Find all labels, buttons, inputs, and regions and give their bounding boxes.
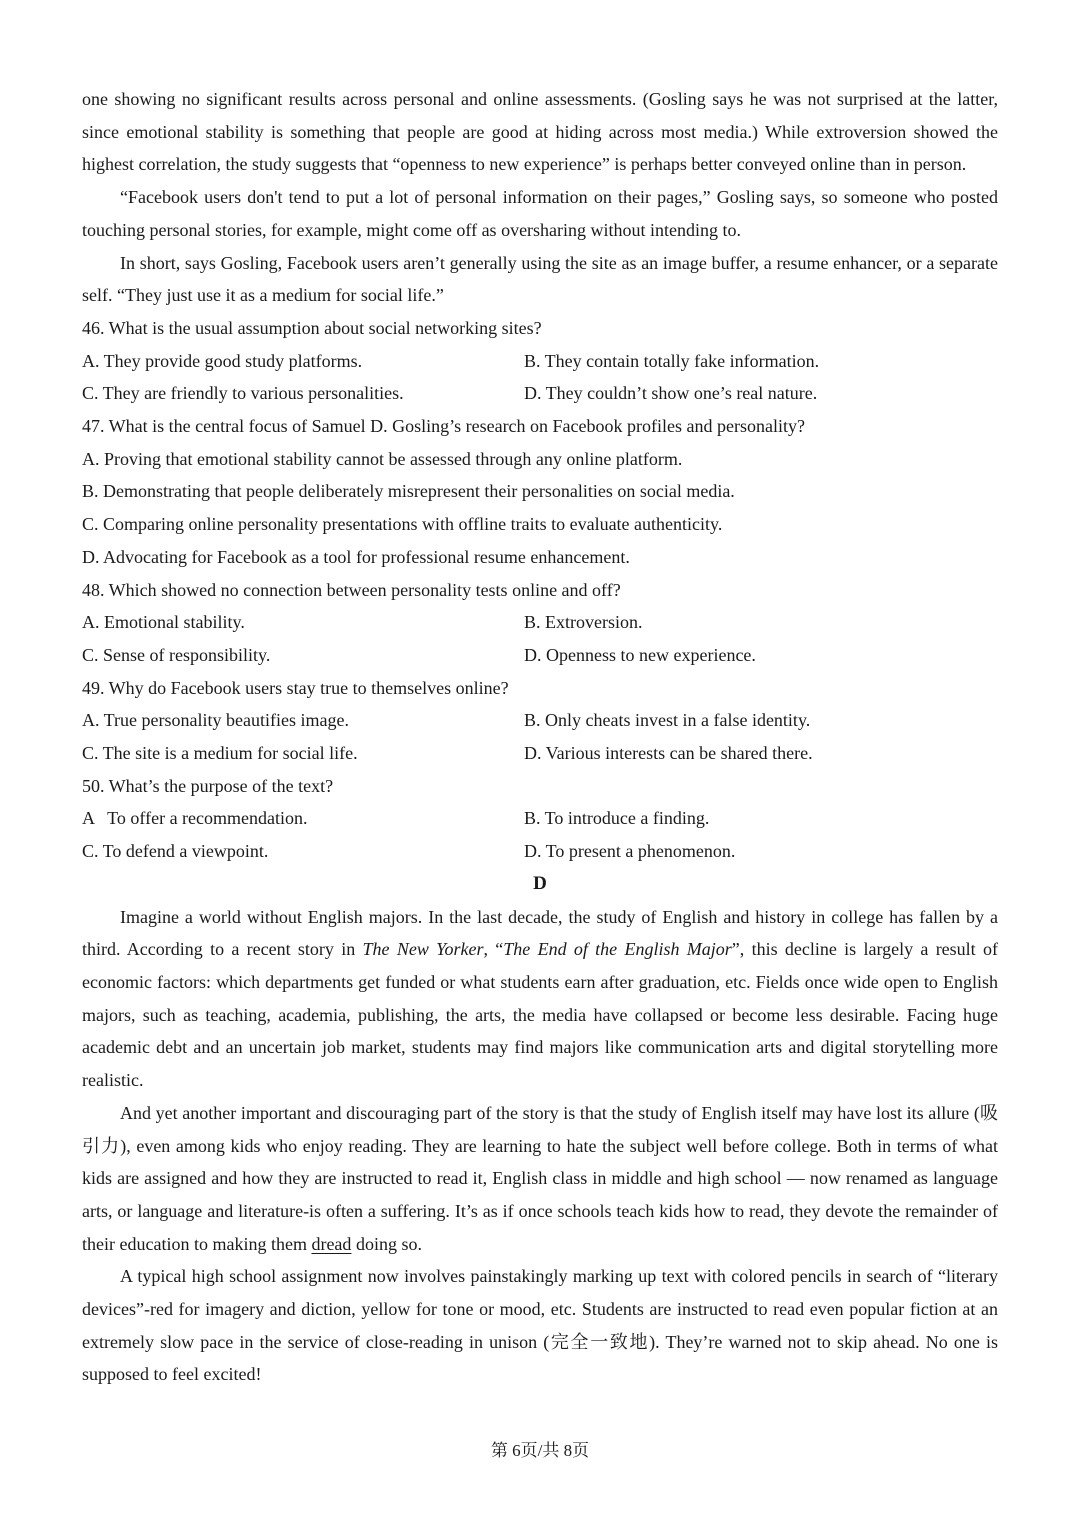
question-49-option-b: B. Only cheats invest in a false identity. — [524, 710, 811, 731]
question-46-options-row-1 — [82, 345, 998, 378]
question-47-option-d: D. Advocating for Facebook as a tool for professional resume enhancement. — [82, 546, 630, 567]
question-48-option-c: C. Sense of responsibility. — [82, 644, 271, 665]
passage-d-p2-text-before: And yet another important and discouraging part of the story is that the study of English itself may have lost its allure (吸引力), even among kids who enjoy reading. They are learning to hate the subject well before college. Both in terms of what kids are assigned and how they are instructed to read it, English class in middle and high school — now renamed as language arts, or language and literature-is often a suffering. It’s as if once schools teach kids how to read, they devote the remainder of their education to making them — [82, 1102, 998, 1254]
passage-d-paragraph-1 — [82, 901, 998, 1097]
magazine-title: The New Yorker — [362, 939, 484, 960]
passage-c-paragraph-3: In short, says Gosling, Facebook users aren’t generally using the site as an image buffer, a resume enhancer, or a separate self. “They just use it as a medium for social life.” — [82, 252, 998, 306]
question-50-option-a: A To offer a recommendation. — [82, 808, 308, 829]
question-50-option-b: B. To introduce a finding. — [524, 808, 710, 829]
question-48-options-row-1 — [82, 606, 998, 639]
question-50-stem: 50. What’s the purpose of the text? — [82, 775, 334, 796]
passage-d-p2-text-after: doing so. — [351, 1233, 422, 1254]
passage-c-paragraph-2: “Facebook users don't tend to put a lot of personal information on their pages,” Gosling says, so someone who posted touching personal stories, for example, might come off as oversharing without intending to. — [82, 187, 998, 240]
question-49-options-row-1 — [82, 704, 998, 737]
question-48-option-a: A. Emotional stability. — [82, 612, 245, 633]
question-50-option-d: D. To present a phenomenon. — [524, 841, 736, 862]
question-48-options-row-2 — [82, 639, 998, 672]
question-49-option-d: D. Various interests can be shared there. — [524, 743, 813, 764]
question-49-option-a: A. True personality beautifies image. — [82, 710, 349, 731]
question-46-option-b: B. They contain totally fake information. — [524, 350, 820, 371]
passage-d-p1-text-after: ”, this decline is largely a result of economic factors: which departments get funded or what students earn after graduation, etc. Fields once wide open to English majors, such as teaching, academia, publishing, the arts, the media have collapsed or become less desirable. Facing huge academic debt and an uncertain job market, students may find majors like communication arts and digital storytelling more realistic. — [82, 939, 998, 1091]
question-46-option-c: C. They are friendly to various personalities. — [82, 383, 404, 404]
page-number-footer: 第 6页/共 8页 — [490, 1441, 590, 1460]
passage-d-p1-comma: , “ — [483, 939, 504, 960]
question-47-option-a: A. Proving that emotional stability cannot be assessed through any online platform. — [82, 448, 683, 469]
underlined-word-dread: dread — [311, 1233, 352, 1254]
question-50-option-c: C. To defend a viewpoint. — [82, 841, 269, 862]
story-title: The End of the English Major — [503, 939, 732, 960]
question-48-option-d: D. Openness to new experience. — [524, 644, 756, 665]
exam-page — [82, 83, 998, 1391]
question-50-options-row-2 — [82, 835, 998, 868]
question-46-stem: 46. What is the usual assumption about social networking sites? — [82, 317, 542, 338]
question-49-option-c: C. The site is a medium for social life. — [82, 743, 358, 764]
question-46-option-a: A. They provide good study platforms. — [82, 350, 363, 371]
passage-c-paragraph-1: one showing no significant results across personal and online assessments. (Gosling says he was not surprised at the latter, since emotional stability is something that people are good at hiding across most media.) While extroversion showed the highest correlation, the study suggests that “openness to new experience” is perhaps better conveyed online than in person. — [82, 89, 998, 175]
question-46-options-row-2 — [82, 377, 998, 410]
question-49-options-row-2 — [82, 737, 998, 770]
question-50-options-row-1 — [82, 802, 998, 835]
passage-d-paragraph-2 — [82, 1097, 998, 1261]
passage-d-title: D — [533, 872, 547, 894]
question-47-option-b: B. Demonstrating that people deliberately misrepresent their personalities on social media. — [82, 481, 735, 502]
question-47-option-c: C. Comparing online personality presentations with offline traits to evaluate authenticity. — [82, 514, 723, 535]
question-48-stem: 48. Which showed no connection between personality tests online and off? — [82, 579, 621, 600]
question-49-stem: 49. Why do Facebook users stay true to themselves online? — [82, 677, 509, 698]
passage-d-p1-text-before: Imagine a world without English majors. In the last decade, the study of English and history in college has fallen by a third. According to a recent story in — [82, 906, 998, 960]
question-48-option-b: B. Extroversion. — [524, 612, 643, 633]
passage-d-paragraph-3: A typical high school assignment now involves painstakingly marking up text with colored pencils in search of “literary devices”-red for imagery and diction, yellow for tone or mood, etc. Students are instructed to read even popular fiction at an extremely slow pace in the service of close-reading in unison (完全一致地). They’re warned not to skip ahead. No one is supposed to feel excited! — [82, 1266, 998, 1385]
question-47-stem: 47. What is the central focus of Samuel D. Gosling’s research on Facebook profiles and personality? — [82, 416, 805, 437]
question-46-option-d: D. They couldn’t show one’s real nature. — [524, 383, 818, 404]
